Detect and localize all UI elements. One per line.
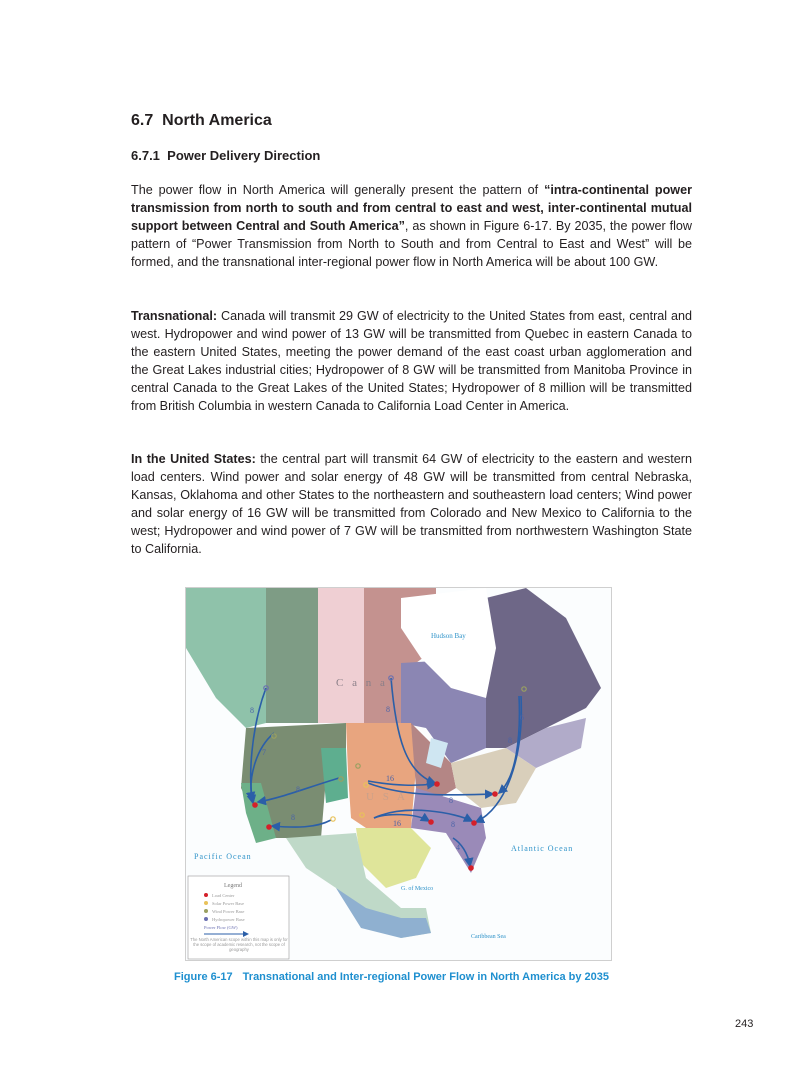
map-svg	[186, 588, 611, 960]
canada-label: C a n a	[336, 677, 388, 689]
paragraph-intro: The power flow in North America will generally present the pattern of “intra-continental power transmission from north to south and from central to east and west, inter-continental mutual support between Central and South America”, as shown in Figure 6-17. By 2035, the power flow pattern of “Power Transmission from North to South and from Central to East and West” will be formed, and the transnational inter-regional power flow in North America will be about 100 GW.	[131, 183, 692, 269]
atlantic-label: Atlantic Ocean	[511, 844, 574, 853]
legend-solar-icon	[204, 901, 208, 905]
legend-wind-icon	[204, 909, 208, 913]
hudson-bay-label: Hudson Bay	[431, 632, 466, 640]
flow-value: 8	[449, 796, 453, 805]
svg-text:Power Flow (GW): Power Flow (GW)	[204, 925, 238, 930]
paragraph-united-states: In the United States: the central part will transmit 64 GW of electricity to the eastern and western load centers. Wind power and solar energy of 48 GW will be transmitted from central Nebraska, Kansas, Oklahoma and other States to the northeastern and southeastern load centers; Wind power and solar energy of 16 GW will be transmitted from Colorado and New Mexico to California to the west; Hydropower and wind power of 7 GW will be transmitted from northwestern Washington State to California.	[131, 452, 692, 556]
flow-value: 8	[451, 820, 455, 829]
subsection-heading: 6.7.1 Power Delivery Direction	[131, 148, 321, 163]
svg-text:Wind Power Base: Wind Power Base	[212, 909, 245, 914]
load-center	[434, 781, 440, 787]
svg-text:Solar Power Base: Solar Power Base	[212, 901, 244, 906]
pacific-label: Pacific Ocean	[194, 852, 252, 861]
section-heading: 6.7 North America	[131, 112, 272, 129]
load-center	[252, 802, 258, 808]
legend-hydro-icon	[204, 917, 208, 921]
flow-value: 8	[291, 813, 295, 822]
gulf-label: G. of Mexico	[401, 886, 434, 892]
power-flow-map	[185, 587, 612, 961]
region-alberta	[266, 588, 318, 723]
legend-note: The North American scope within this map is only for the scope of academic research, not the scope of geography	[190, 937, 288, 952]
legend-load-icon	[204, 893, 208, 897]
flow-value: 8	[386, 705, 390, 714]
usa-label: U S A	[366, 791, 408, 803]
flow-value: 16	[386, 774, 394, 783]
caribbean-label: Caribbean Sea	[471, 934, 506, 940]
load-center	[492, 791, 498, 797]
legend-title: Legend	[224, 883, 242, 889]
figure-caption: Figure 6-17 Transnational and Inter-regional Power Flow in North America by 2035	[173, 971, 610, 983]
load-center	[428, 819, 434, 825]
svg-text:Load Center: Load Center	[212, 893, 235, 898]
flow-value: 16	[393, 819, 401, 828]
paragraph-transnational: Transnational: Canada will transmit 29 GW of electricity to the United States from east, central and west. Hydropower and wind power of 13 GW will be transmitted from Quebec in eastern Canada to the eastern United States, meeting the power demand of the east coast urban agglomeration and the Great Lakes industrial cities; Hydropower of 8 GW will be transmitted from Manitoba Province in central Canada to the Great Lakes of the United States; Hydropower of 8 million will be transmitted from British Columbia in western Canada to California Load Center in America.	[131, 309, 692, 413]
svg-text:Hydropower Base: Hydropower Base	[212, 917, 245, 922]
flow-value: 8	[296, 785, 300, 794]
map-legend	[188, 876, 289, 959]
load-center	[266, 824, 272, 830]
load-center	[468, 865, 474, 871]
flow-value: 7	[262, 748, 266, 757]
flow-value: 4	[456, 843, 460, 852]
flow-value: 6	[520, 713, 524, 722]
region-us-central	[346, 723, 416, 838]
flow-value: 8	[250, 706, 254, 715]
load-center	[471, 820, 477, 826]
page-number: 243	[735, 1018, 754, 1030]
flow-value: 8	[508, 736, 512, 745]
region-saskatchewan	[318, 588, 364, 723]
